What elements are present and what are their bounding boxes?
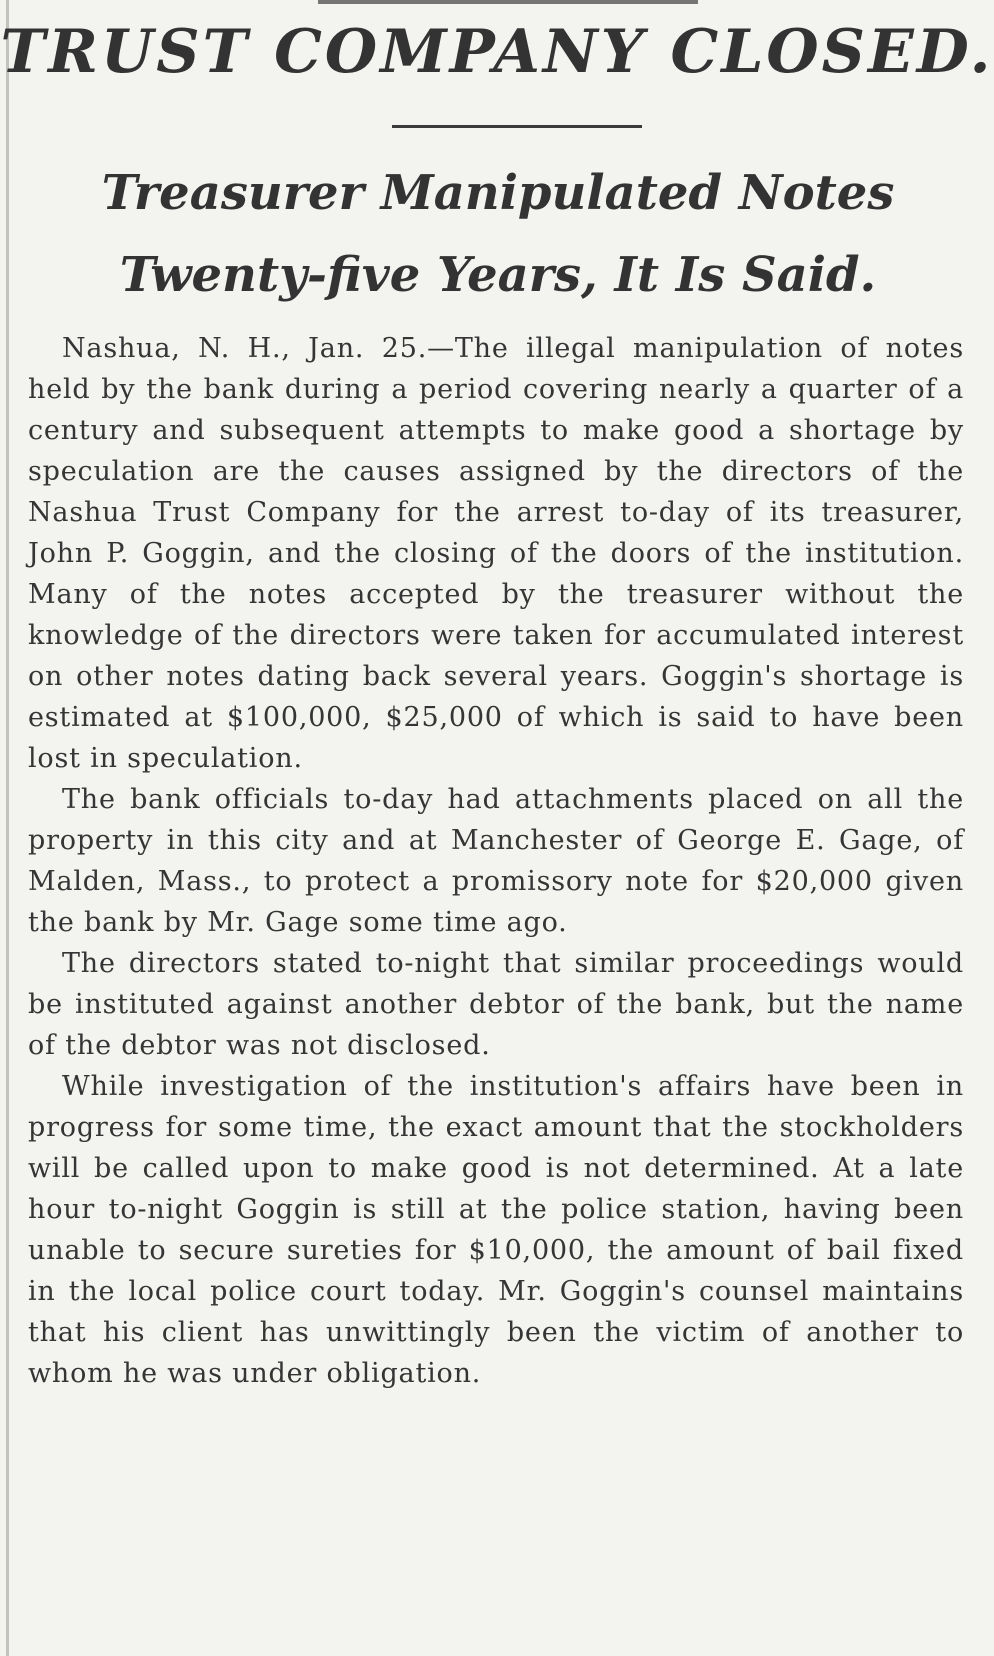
paragraph-4: While investigation of the institution's affairs have been in progress for some time, the exact amount that the stockholders will be called upon to make good is not determined. At a late hour to-night Goggin is still at the police station, having been unable to secure sureties for $10,000, the amount of bail fixed in the local police court today. Mr. Goggin's counsel maintains that his client has unwittingly been the victim of another to whom he was under obligation. — [28, 1071, 964, 1389]
paragraph-3: The directors stated to-night that similar proceedings would be instituted against another debtor of the bank, but the name of the debtor was not disclosed. — [28, 948, 964, 1061]
column-rule — [6, 0, 9, 1656]
article-body — [28, 328, 964, 1394]
paragraph-2: The bank officials to-day had attachments placed on all the property in this city and at Manchester of George E. Gage, of Malden, Mass., to protect a promissory note for $20,000 given the bank by Mr. Gage some time ago. — [28, 784, 964, 938]
headline: TRUST COMPANY CLOSED. — [0, 17, 994, 87]
top-divider — [318, 0, 698, 4]
subheadline: Treasurer Manipulated Notes Twenty-five Years, It Is Said. — [101, 165, 895, 303]
headline-divider — [392, 125, 642, 128]
paragraph-1: Nashua, N. H., Jan. 25.—The illegal manipulation of notes held by the bank during a period covering nearly a quarter of a century and subsequent attempts to make good a shortage by speculation are the causes assigned by the directors of the Nashua Trust Company for the arrest to-day of its treasurer, John P. Goggin, and the closing of the doors of the institution. Many of the notes accepted by the treasurer without the knowledge of the directors were taken for accumulated interest on other notes dating back several years. Goggin's shortage is estimated at $100,000, $25,000 of which is said to have been lost in speculation. — [28, 333, 964, 774]
